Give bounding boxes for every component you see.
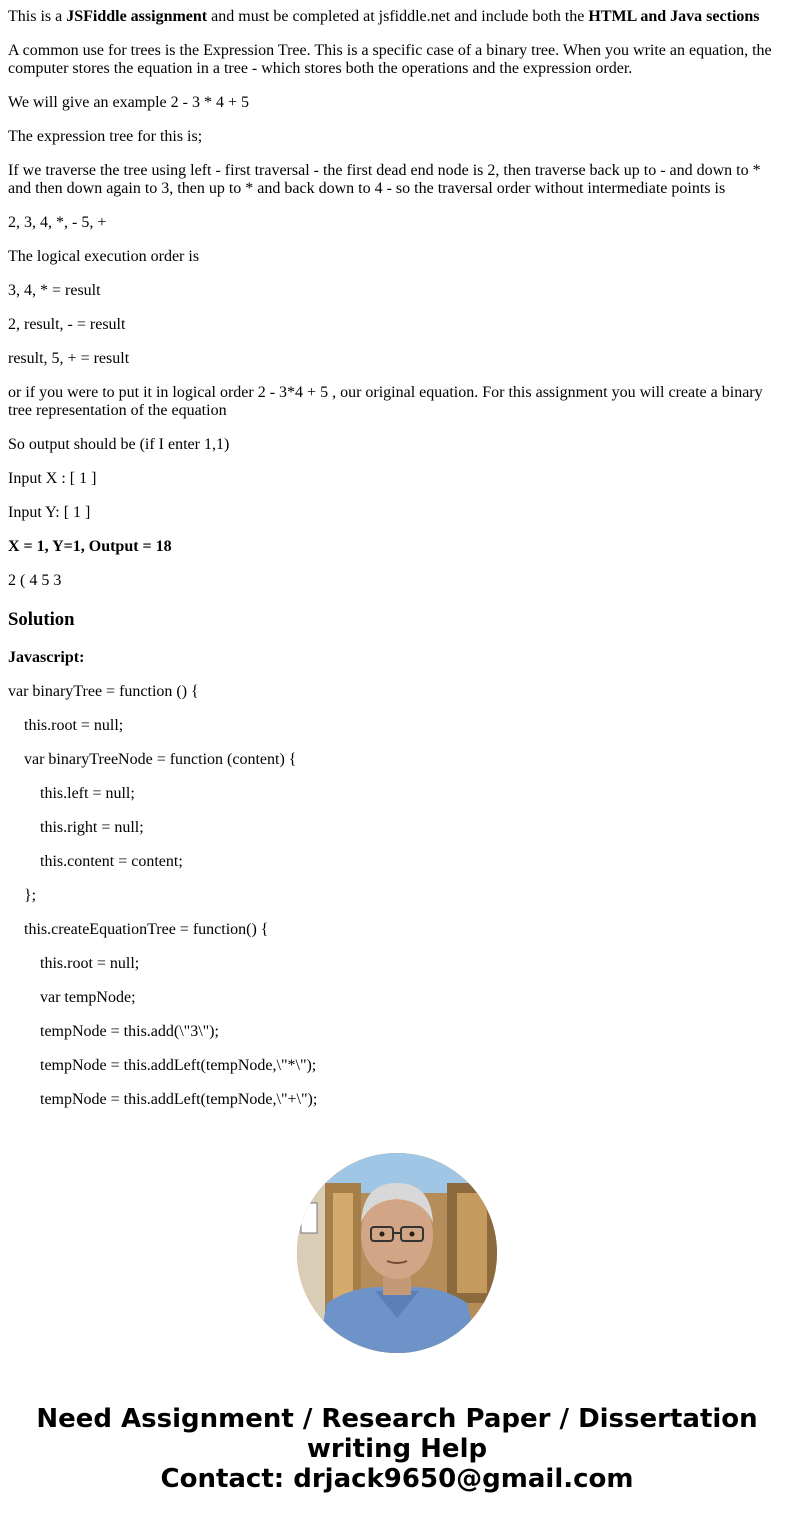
paragraph-input-y: Input Y: [ 1 ]	[8, 504, 91, 521]
paragraph-expression-tree: A common use for trees is the Expression Tree. This is a specific case of a binary tree. When you write an equation, the computer stores the equation in a tree - which stores both the operations and the expression order.	[8, 42, 772, 77]
language-label: Javascript:	[8, 649, 85, 666]
paragraph-sequence: 2 ( 4 5 3	[8, 572, 62, 589]
intro-prefix: This is a	[8, 8, 67, 25]
solution-heading: Solution	[8, 609, 75, 630]
author-avatar	[297, 1153, 497, 1353]
code-line: var tempNode;	[40, 989, 136, 1006]
paragraph-output-result: X = 1, Y=1, Output = 18	[8, 538, 172, 555]
paragraph-tree-for-this: The expression tree for this is;	[8, 128, 203, 145]
footer-line-2: writing Help	[306, 1434, 488, 1464]
footer-contact-email: Contact: drjack9650@gmail.com	[160, 1464, 634, 1494]
code-line: var binaryTreeNode = function (content) {	[24, 751, 297, 768]
code-line: var binaryTree = function () {	[8, 683, 199, 700]
intro-paragraph	[8, 8, 786, 26]
code-line: tempNode = this.add(\"3\");	[40, 1023, 219, 1040]
paragraph-step-2: 2, result, - = result	[8, 316, 126, 333]
code-line: this.left = null;	[40, 785, 135, 802]
code-line: tempNode = this.addLeft(tempNode,\"+\");	[40, 1091, 318, 1108]
paragraph-step-3: result, 5, + = result	[8, 350, 130, 367]
intro-bold-jsfiddle: JSFiddle assignment	[66, 8, 208, 25]
paragraph-traversal: If we traverse the tree using left - first traversal - the first dead end node is 2, then traverse back up to - and down to * and then down again to 3, then up to * and back down to 4 - so the traversal order without intermediate points is	[8, 162, 761, 197]
paragraph-step-1: 3, 4, * = result	[8, 282, 101, 299]
code-line: };	[24, 887, 37, 904]
paragraph-output-intro: So output should be (if I enter 1,1)	[8, 436, 230, 453]
code-line: this.right = null;	[40, 819, 144, 836]
intro-bold-sections: HTML and Java sections	[588, 8, 760, 25]
code-line: this.root = null;	[24, 717, 124, 734]
code-line: tempNode = this.addLeft(tempNode,\"*\");	[40, 1057, 317, 1074]
author-portrait-image	[297, 1153, 497, 1353]
footer-line-1: Need Assignment / Research Paper / Dissertation	[36, 1404, 758, 1434]
paragraph-example: We will give an example 2 - 3 * 4 + 5	[8, 94, 250, 111]
paragraph-input-x: Input X : [ 1 ]	[8, 470, 97, 487]
paragraph-logical-order: or if you were to put it in logical order 2 - 3*4 + 5 , our original equation. For this assignment you will create a binary tree representation of the equation	[8, 384, 763, 419]
footer-contact	[0, 1404, 794, 1494]
paragraph-traversal-order: 2, 3, 4, *, - 5, +	[8, 214, 107, 231]
code-line: this.content = content;	[40, 853, 183, 870]
code-line: this.root = null;	[40, 955, 140, 972]
paragraph-execution-order: The logical execution order is	[8, 248, 200, 265]
code-line: this.createEquationTree = function() {	[24, 921, 269, 938]
intro-middle: and must be completed at jsfiddle.net and include both the	[207, 8, 589, 25]
